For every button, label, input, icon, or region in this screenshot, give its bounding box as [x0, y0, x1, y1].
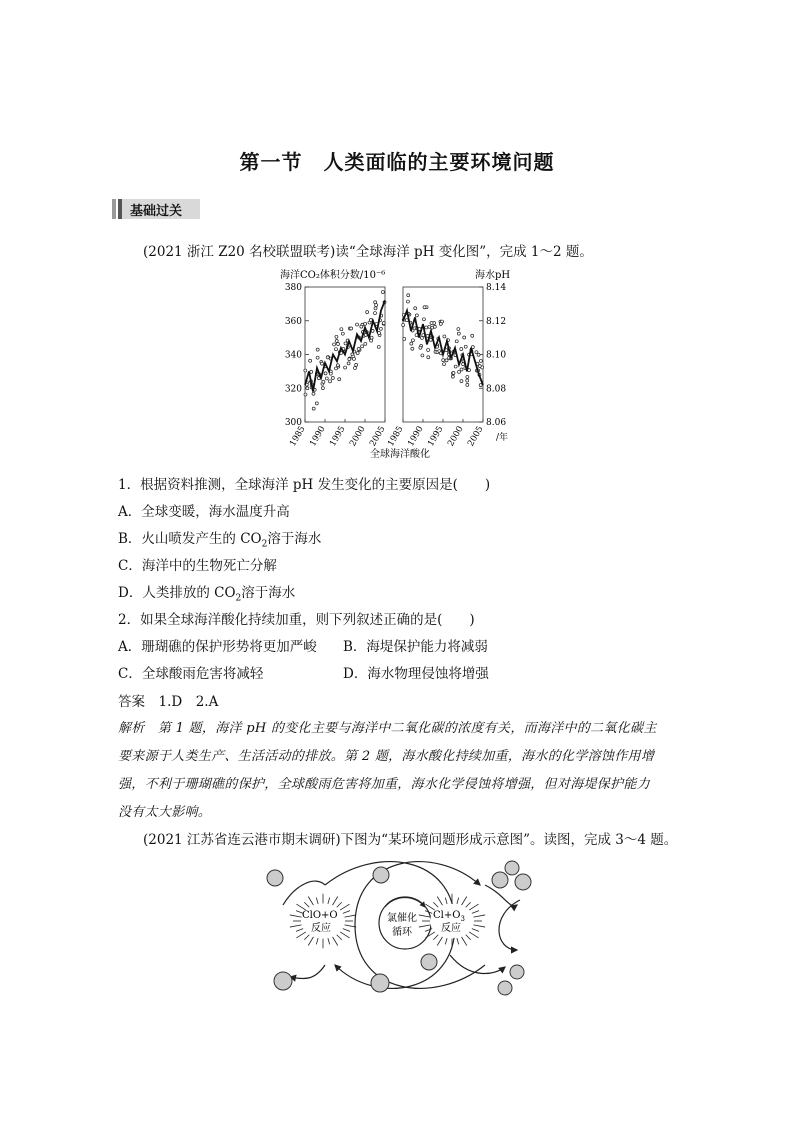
atom-sphere: [421, 954, 437, 970]
burst-ray: [472, 911, 479, 914]
data-point: [370, 339, 373, 342]
data-point: [344, 366, 347, 369]
x-tick-label: 1985: [386, 424, 406, 449]
burst-ray: [337, 935, 342, 940]
explanation-line-3: 强，不利于珊瑚礁的保护，全球酸雨危害将加重，海水化学侵蚀将增强，但对海堤保护能力: [118, 777, 651, 792]
data-point: [373, 312, 376, 315]
burst-ray: [304, 902, 309, 907]
explanation-line-4: 没有太大影响。: [118, 805, 212, 820]
y-tick-label: 340: [284, 350, 302, 361]
atom-sphere: [274, 972, 292, 990]
data-point: [336, 364, 339, 367]
data-point: [457, 332, 460, 335]
data-point: [425, 326, 428, 329]
burst-ray: [333, 896, 338, 905]
data-point: [462, 363, 465, 366]
q1-option-a: A．全球变暖，海水温度升高: [118, 504, 290, 520]
data-point: [316, 356, 319, 359]
data-point: [454, 365, 457, 368]
q1-option-d-post: 溶于海水: [241, 585, 296, 601]
q1-option-d: [118, 581, 295, 604]
data-point: [406, 300, 409, 303]
data-point: [325, 377, 328, 380]
data-point: [460, 368, 463, 371]
y-tick-label: 300: [284, 418, 302, 428]
y-tick-label: 380: [284, 283, 302, 293]
x-tick-label: 1990: [308, 424, 328, 449]
data-point: [466, 383, 469, 386]
atom-sphere: [267, 870, 283, 886]
burst-ray: [433, 902, 438, 907]
atom-sphere: [505, 861, 519, 875]
bottom-left-arrow: [290, 965, 325, 979]
environment-problem-diagram: [255, 855, 545, 1000]
data-point: [366, 311, 369, 314]
q34-intro: (2021 江苏省连云港市期末调研)下图为“某环境问题形成示意图”。读图，完成 3～4 题。: [143, 832, 678, 848]
data-point: [306, 387, 309, 390]
y-tick-label: 320: [284, 384, 302, 395]
burst-ray: [473, 915, 485, 917]
data-point: [471, 334, 474, 337]
data-point: [379, 327, 382, 330]
data-point: [411, 339, 414, 342]
section-tag: [118, 199, 200, 219]
chart-title: 全球海洋酸化: [370, 449, 430, 460]
data-point: [335, 339, 338, 342]
x-tick-label: 1995: [328, 424, 348, 449]
data-point: [466, 379, 469, 382]
data-point: [352, 357, 355, 360]
data-point: [374, 307, 377, 310]
data-point: [377, 345, 380, 348]
burst-ray: [340, 932, 349, 938]
right-reaction-label-2: 反应: [441, 923, 461, 934]
atom-sphere: [510, 965, 524, 979]
data-point: [407, 294, 410, 297]
data-point: [320, 362, 323, 365]
data-point: [414, 307, 417, 310]
chart-ylabel-left: 海洋CO₂体积分数/10⁻⁶: [280, 270, 386, 281]
atom-sphere: [371, 974, 389, 992]
data-point: [333, 343, 336, 346]
data-point: [458, 370, 461, 373]
data-point: [335, 335, 338, 338]
data-point: [322, 380, 325, 383]
data-point: [341, 332, 344, 335]
data-point: [442, 363, 445, 366]
data-point: [463, 336, 466, 339]
atom-sphere: [492, 872, 508, 888]
chart-right-panel: [386, 283, 509, 449]
atom-sphere: [515, 874, 531, 890]
data-point: [419, 346, 422, 349]
data-point: [382, 322, 385, 325]
atom-sphere: [498, 981, 512, 995]
data-point: [340, 328, 343, 331]
ocean-acidification-chart: [270, 265, 530, 460]
q2-option-c: C．全球酸雨危害将减轻: [118, 666, 264, 682]
data-point: [421, 354, 424, 357]
data-point: [439, 322, 442, 325]
data-point: [331, 376, 334, 379]
burst-ray: [472, 929, 479, 932]
left-reaction-label-1: ClO+O: [302, 910, 338, 921]
data-point: [479, 359, 482, 362]
data-point: [304, 369, 307, 372]
y-tick-label: 8.06: [486, 418, 507, 428]
right-reaction-sub: 3: [460, 915, 465, 923]
data-point: [451, 375, 454, 378]
left-reaction-burst: [290, 894, 356, 948]
right-reaction-formula: Cl+O: [433, 910, 461, 921]
burst-ray: [316, 898, 318, 904]
burst-ray: [469, 904, 478, 910]
burst-ray: [457, 938, 459, 944]
q2-option-a: A．珊瑚礁的保护形势将更加严峻: [118, 639, 317, 655]
data-point: [460, 347, 463, 350]
data-point: [324, 372, 327, 375]
data-point: [370, 336, 373, 339]
data-point: [364, 322, 367, 325]
x-tick-label: 1990: [406, 424, 426, 449]
data-point: [312, 392, 315, 395]
data-point: [348, 358, 351, 361]
data-point: [329, 380, 332, 383]
y-tick-label: 8.12: [486, 316, 507, 327]
burst-ray: [316, 938, 318, 944]
data-point: [475, 351, 478, 354]
data-point: [411, 347, 414, 350]
data-point: [347, 362, 350, 365]
burst-ray: [308, 896, 313, 905]
explanation-line-2: 要来源于人类生产、生活活动的排放。第 2 题，海水酸化持续加重，海水的化学溶蚀作用增: [118, 749, 655, 764]
data-point: [329, 372, 332, 375]
data-point: [445, 359, 448, 362]
burst-ray: [466, 935, 471, 940]
x-tick-label: 1985: [288, 424, 308, 449]
chart-ylabel-right: 海水pH: [475, 270, 511, 281]
burst-ray: [462, 896, 467, 905]
data-point: [321, 387, 324, 390]
burst-ray: [433, 935, 438, 940]
q1-stem: 1．根据资料推测，全球海洋 pH 发生变化的主要原因是( ): [118, 477, 491, 493]
burst-ray: [296, 929, 303, 932]
q2-option-d: D．海水物理侵蚀将增强: [343, 666, 489, 682]
data-point: [410, 342, 413, 345]
data-point: [334, 348, 337, 351]
answer: 答案 1.D 2.A: [118, 694, 219, 710]
right-curl-arrow: [499, 900, 520, 950]
data-point: [326, 356, 329, 359]
data-point: [423, 306, 426, 309]
burst-ray: [290, 925, 302, 927]
x-tick-label: 1995: [426, 424, 446, 449]
burst-ray: [437, 937, 442, 946]
x-tick-label: 2000: [348, 424, 368, 449]
data-point: [378, 331, 381, 334]
section-tag-label: 基础过关: [130, 204, 183, 219]
data-point: [478, 365, 481, 368]
data-point: [304, 393, 307, 396]
burst-ray: [337, 902, 342, 907]
top-left-arrow: [283, 881, 325, 905]
data-point: [353, 367, 356, 370]
q1-option-b: [118, 527, 321, 550]
x-tick-label: 2000: [446, 424, 466, 449]
burst-ray: [469, 932, 478, 938]
right-reaction-burst: [419, 894, 485, 948]
burst-ray: [290, 915, 302, 917]
data-point: [422, 318, 425, 321]
q1-option-d-sub: 2: [235, 593, 242, 604]
burst-ray: [462, 937, 467, 946]
y-tick-label: 8.14: [486, 283, 507, 293]
burst-ray: [437, 896, 442, 905]
data-point: [464, 345, 467, 348]
burst-ray: [304, 935, 309, 940]
data-point: [427, 348, 430, 351]
burst-ray: [343, 911, 350, 914]
data-point: [357, 348, 360, 351]
data-point: [344, 342, 347, 345]
data-point: [338, 378, 341, 381]
data-point: [316, 348, 319, 351]
data-point: [443, 335, 446, 338]
data-point: [309, 359, 312, 362]
data-point: [442, 359, 445, 362]
data-point: [430, 321, 433, 324]
data-point: [356, 323, 359, 326]
x-tick-label: 2005: [466, 424, 486, 449]
q1-option-d-pre: D．人类排放的 CO: [118, 585, 236, 601]
data-point: [374, 301, 377, 304]
data-point: [350, 327, 353, 330]
q1-option-c: C．海洋中的生物死亡分解: [118, 558, 277, 574]
burst-ray: [328, 898, 330, 904]
data-point: [403, 337, 406, 340]
q1-option-b-post: 溶于海水: [267, 531, 322, 547]
section-tag-bar: [112, 199, 116, 219]
left-reaction-label-2: 反应: [311, 923, 331, 934]
burst-ray: [333, 937, 338, 946]
page-title: 第一节 人类面临的主要环境问题: [239, 150, 555, 174]
burst-ray: [466, 902, 471, 907]
chart-left-panel: [285, 283, 388, 448]
center-label-1: 氯催化: [387, 913, 417, 924]
data-point: [402, 323, 405, 326]
q1-option-b-pre: B．火山喷发产生的 CO: [118, 531, 262, 547]
data-point: [466, 375, 469, 378]
data-point: [455, 340, 458, 343]
data-point: [360, 325, 363, 328]
burst-ray: [344, 925, 356, 927]
burst-ray: [473, 925, 485, 927]
data-point: [369, 318, 372, 321]
y-tick-label: 360: [284, 316, 302, 327]
data-point: [452, 372, 455, 375]
data-point: [337, 342, 340, 345]
q2-stem: 2．如果全球海洋酸化持续加重，则下列叙述正确的是( ): [118, 612, 475, 628]
data-point: [433, 325, 436, 328]
y-tick-label: 8.10: [486, 350, 507, 361]
burst-ray: [308, 937, 313, 946]
burst-ray: [445, 898, 447, 904]
explanation-line-1: 解析 第 1 题，海洋 pH 的变化主要与海洋中二氧化碳的浓度有关，而海洋中的二氧化碳主: [118, 721, 657, 736]
data-point: [381, 291, 384, 294]
burst-ray: [445, 938, 447, 944]
burst-ray: [340, 904, 349, 910]
q1-option-b-sub: 2: [261, 539, 268, 550]
data-point: [415, 314, 418, 317]
chart-xlabel: /年: [496, 433, 509, 443]
data-point: [356, 352, 359, 355]
x-tick-label: 2005: [368, 424, 388, 449]
data-point: [361, 345, 364, 348]
data-point: [427, 356, 430, 359]
q2-option-b: B．海堤保护能力将减弱: [343, 639, 488, 655]
burst-ray: [343, 929, 350, 932]
data-point: [460, 380, 463, 383]
data-point: [477, 353, 480, 356]
q12-intro: (2021 浙江 Z20 名校联盟联考)读“全球海洋 pH 变化图”，完成 1～2 题。: [143, 244, 593, 260]
burst-ray: [457, 898, 459, 904]
data-point: [315, 402, 318, 405]
y-tick-label: 8.08: [486, 384, 507, 395]
center-label-2: 循环: [392, 927, 412, 938]
burst-ray: [344, 915, 356, 917]
burst-ray: [296, 932, 305, 938]
data-point: [312, 407, 315, 410]
data-point: [457, 328, 460, 331]
burst-ray: [328, 938, 330, 944]
atom-sphere: [373, 867, 389, 883]
data-point: [355, 363, 358, 366]
data-point: [364, 342, 367, 345]
